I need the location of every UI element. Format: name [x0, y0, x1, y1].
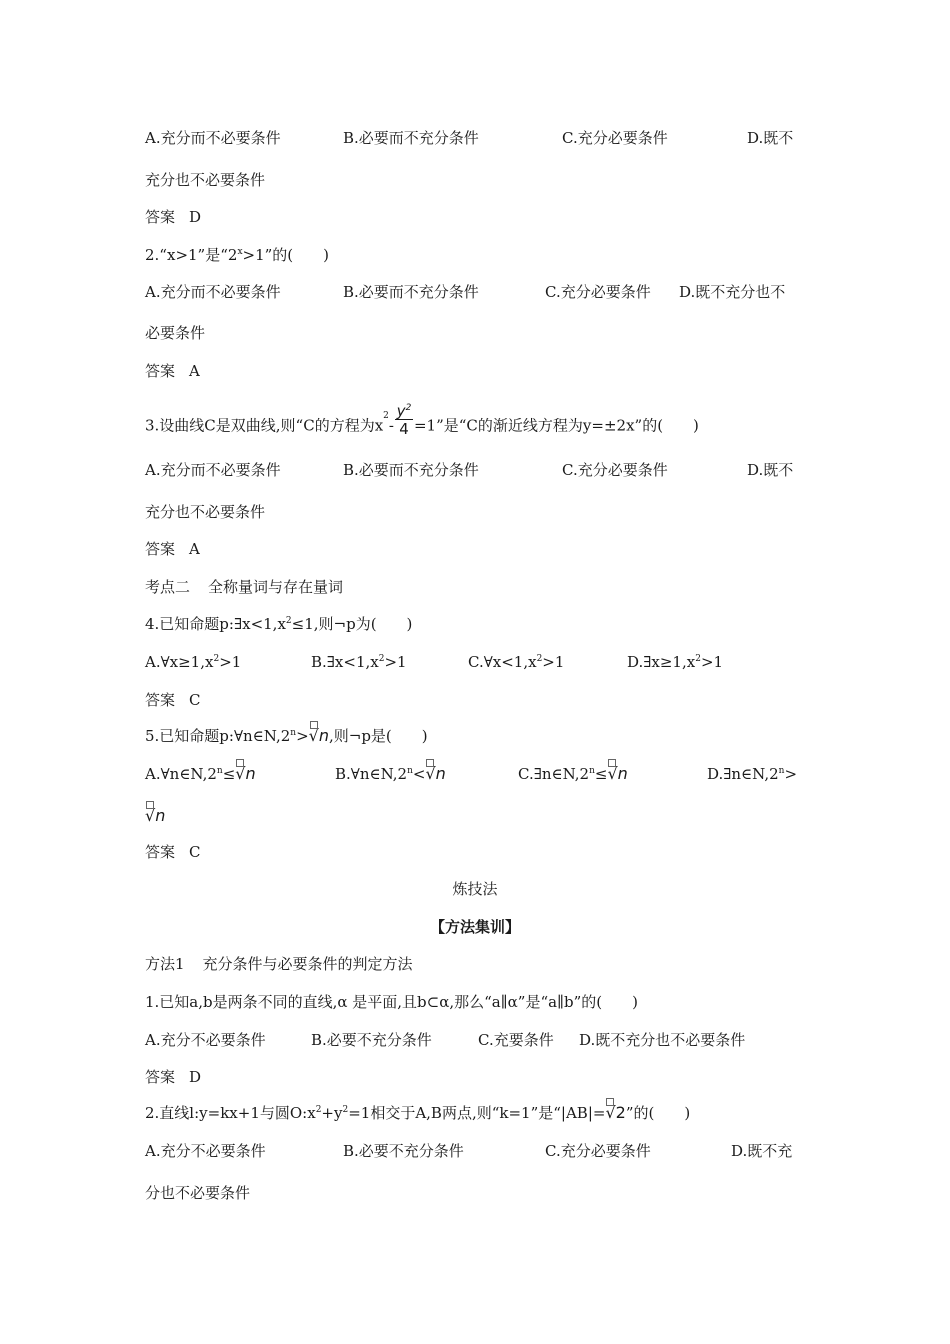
m2-option-d-continued: 分也不必要条件 — [145, 1184, 251, 1202]
q5-option-d-continued — [145, 806, 165, 826]
answer-label: 答案 — [145, 691, 176, 709]
m2-stem: 2.直线l:y=kx+1与圆$O:x^2+y^2=1$相交于A,B两点,则“k=1”是“|AB|= √2”的( ) — [145, 1103, 690, 1123]
section-label: 考点二 — [145, 578, 191, 596]
q5-option-c: $C.\exists n\in N,2^n\le$ √n — [518, 764, 628, 784]
section-heading — [145, 577, 343, 597]
q4-answer — [145, 690, 201, 710]
q5-answer — [145, 842, 201, 862]
q4-option-b: $B.\exists x<1,x^2>1$ — [311, 653, 407, 671]
m2-option-b: B.必要不充分条件 — [343, 1142, 464, 1160]
q5-option-d: $D.\exists n\in N,2^n>$ — [707, 765, 798, 783]
nth-root-icon: √n — [607, 764, 627, 784]
answer-label: 答案 — [145, 208, 176, 226]
q0-option-d-continued: 充分也不必要条件 — [145, 171, 266, 189]
answer-value: D — [189, 1068, 202, 1086]
q4-option-a: $A.\forall x\ge 1,x^2>1$ — [145, 653, 242, 671]
q3-answer — [145, 539, 200, 559]
answer-label: 答案 — [145, 362, 176, 380]
q3-option-d-continued: 充分也不必要条件 — [145, 503, 266, 521]
answer-value: C — [189, 691, 201, 709]
nth-root-icon: √n — [145, 806, 165, 826]
q2-option-d-continued: 必要条件 — [145, 324, 206, 342]
q0-option-d: D.既不 — [747, 129, 794, 147]
fraction-y2-over-4: $\frac{y^2}{4}$ — [396, 402, 412, 438]
answer-value: A — [189, 362, 200, 380]
answer-value: C — [189, 843, 201, 861]
q0-option-c: C.充分必要条件 — [562, 129, 668, 147]
method1-heading — [145, 954, 413, 974]
m1-option-c: C.充要条件 — [478, 1031, 554, 1049]
q2-stem: 2.“x>1”是“$2^x>1$”的( ) — [145, 246, 330, 264]
practice-title: 炼技法 — [452, 880, 498, 898]
q5-option-a: $A.\forall n\in N,2^n\le$ √n — [145, 764, 256, 784]
q3-option-b: B.必要而不充分条件 — [343, 461, 479, 479]
q2-option-b: B.必要而不充分条件 — [343, 283, 479, 301]
q2-option-c: C.充分必要条件 — [545, 283, 651, 301]
method-title: 充分条件与必要条件的判定方法 — [202, 955, 413, 973]
q5-option-b: $B.\forall n\in N,2^n<$ √n — [335, 764, 446, 784]
q2-answer — [145, 361, 200, 381]
q4-stem: 4.已知命题$p:\exists x<1,x^2\le 1$,则¬p为( ) — [145, 615, 413, 633]
answer-value: D — [189, 208, 202, 226]
nth-root-icon: √n — [309, 726, 329, 746]
answer-label: 答案 — [145, 540, 176, 558]
q4-option-c: $C.\forall x<1,x^2>1$ — [468, 653, 565, 671]
nth-root-icon: √n — [235, 764, 255, 784]
m1-answer — [145, 1067, 201, 1087]
m2-option-a: A.充分不必要条件 — [145, 1142, 266, 1160]
m1-option-a: A.充分不必要条件 — [145, 1031, 266, 1049]
nth-root-icon: √2 — [605, 1103, 625, 1123]
q2-option-d: D.既不充分也不 — [679, 283, 786, 301]
method-label: 方法1 — [145, 955, 185, 973]
answer-label: 答案 — [145, 1068, 176, 1086]
q0-option-b: B.必要而不充分条件 — [343, 129, 479, 147]
m1-option-b: B.必要不充分条件 — [311, 1031, 432, 1049]
answer-value: A — [189, 540, 200, 558]
q0-option-a: A.充分而不必要条件 — [145, 129, 281, 147]
q5-stem: 5.已知命题$p:\forall n\in N,2^n>$ √n,则¬p是( ) — [145, 726, 428, 746]
q3-stem: 3.设曲线C是双曲线,则“C的方程为$x^2-$ $\frac{y^2}{4}$ =1”是“C的渐近线方程为y=±2x”的( ) — [145, 402, 699, 438]
m2-option-d: D.既不充 — [731, 1142, 793, 1160]
q0-answer — [145, 207, 201, 227]
q3-option-c: C.充分必要条件 — [562, 461, 668, 479]
nth-root-icon: √n — [425, 764, 445, 784]
section-title: 全称量词与存在量词 — [208, 578, 344, 596]
method-collection-heading: 【方法集训】 — [429, 918, 520, 936]
m1-option-d: D.既不充分也不必要条件 — [579, 1031, 746, 1049]
q2-option-a: A.充分而不必要条件 — [145, 283, 281, 301]
m2-option-c: C.充分必要条件 — [545, 1142, 651, 1160]
q3-option-a: A.充分而不必要条件 — [145, 461, 281, 479]
q3-option-d: D.既不 — [747, 461, 794, 479]
q4-option-d: $D.\exists x\ge 1,x^2>1$ — [627, 653, 724, 671]
answer-label: 答案 — [145, 843, 176, 861]
m1-stem: 1.已知a,b是两条不同的直线,α 是平面,且b⊂α,那么“a∥α”是“a∥b”的( ) — [145, 993, 638, 1011]
